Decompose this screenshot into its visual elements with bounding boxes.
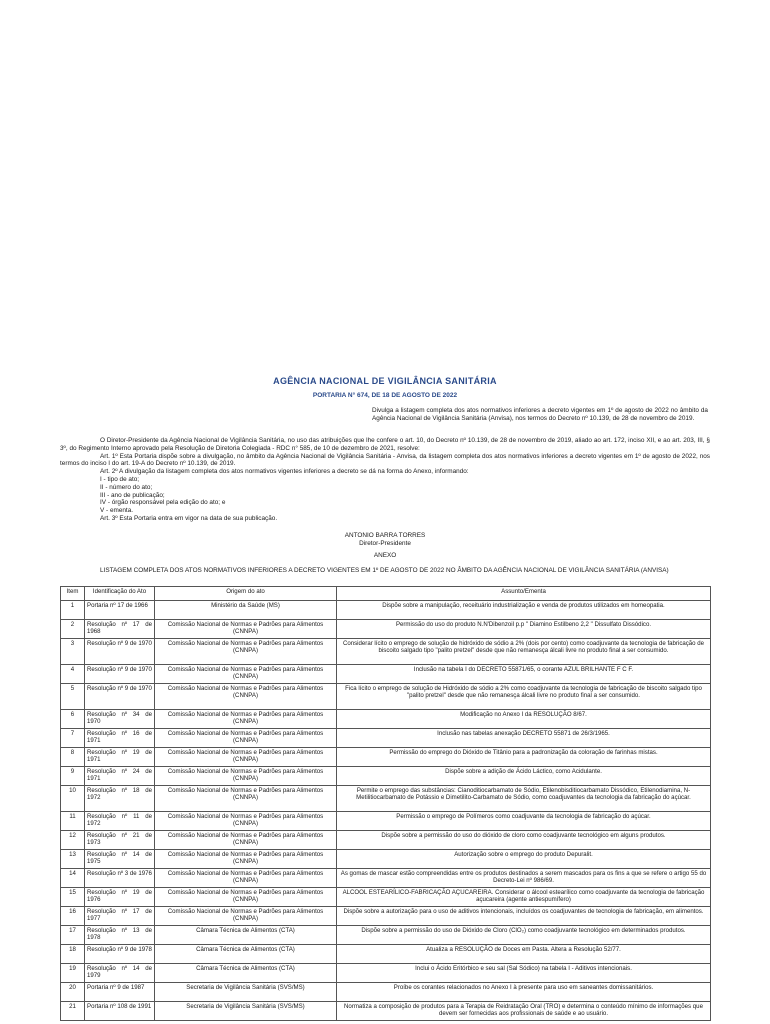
cell-item: 6	[61, 710, 85, 729]
table-row	[61, 869, 711, 888]
table-row	[61, 983, 711, 1002]
cell-origem: Comissão Nacional de Normas e Padrões para Alimentos (CNNPA)	[155, 812, 337, 831]
cell-item: 13	[61, 850, 85, 869]
cell-identificacao: Resolução nº 11 de 1972	[85, 812, 155, 831]
cell-identificacao: Resolução nº 9 de 1978	[85, 945, 155, 964]
cell-origem: Câmara Técnica de Alimentos (CTA)	[155, 945, 337, 964]
cell-item: 7	[61, 729, 85, 748]
cell-item: 4	[61, 665, 85, 684]
table-row	[61, 665, 711, 684]
cell-assunto: Dispõe sobre a permissão do uso de Dióxido de Cloro (ClO₂) como coadjuvante tecnológico em determinados produtos.	[337, 926, 711, 945]
list-item: III - ano de publicação;	[100, 491, 165, 499]
cell-origem: Comissão Nacional de Normas e Padrões para Alimentos (CNNPA)	[155, 850, 337, 869]
cell-origem: Comissão Nacional de Normas e Padrões para Alimentos (CNNPA)	[155, 831, 337, 850]
cell-assunto: Atualiza a RESOLUÇÃO de Doces em Pasta. Altera a Resolução 52/77.	[337, 945, 711, 964]
cell-assunto: Modificação no Anexo I da RESOLUÇÃO 8/67.	[337, 710, 711, 729]
article-2: Art. 2º A divulgação da listagem completa dos atos normativos vigentes inferiores a decreto se dá na forma do Anexo, informando:	[100, 468, 469, 476]
cell-assunto: Proíbe os corantes relacionados no Anexo I à presente para uso em saneantes domissanitários.	[337, 983, 711, 1002]
cell-item: 20	[61, 983, 85, 1002]
cell-item: 11	[61, 812, 85, 831]
cell-assunto: Permite o emprego das substâncias: Cianoditiocarbamato de Sódio, Etilenobisditiocarbamato Dissódico, Etilenodiamina, N-Metilitiocarbamato de Potássio e Dimetilito-Carbamato de Sódio, como coadjuvantes da tecnologia da fabricação do açúcar.	[337, 786, 711, 812]
listagem-title	[60, 567, 710, 575]
cell-assunto: Considerar lícito o emprego de solução de hidróxido de sódio a 2% (dois por cento) como coadjuvante da tecnologia de fabricação de biscoito salgado tipo "palito pretzel" desde que não remanesça álcali livre no produto final a ser consumido.	[337, 639, 711, 665]
cell-assunto: Inclusão na tabela I do DECRETO 55871/65, o corante AZUL BRILHANTE F C F.	[337, 665, 711, 684]
table-row	[61, 748, 711, 767]
table-row	[61, 767, 711, 786]
cell-item: 12	[61, 831, 85, 850]
cell-origem: Secretaria de Vigilância Sanitária (SVS/MS)	[155, 983, 337, 1002]
cell-assunto: Dispõe sobre a manipulação, receituário industrialização e venda de produtos utilizados em homeopatia.	[337, 601, 711, 620]
cell-identificacao: Resolução nº 21 de 1973	[85, 831, 155, 850]
agency-title: AGÊNCIA NACIONAL DE VIGILÂNCIA SANITÁRIA	[273, 376, 497, 386]
cell-item: 5	[61, 684, 85, 710]
table-row	[61, 786, 711, 812]
cell-identificacao: Resolução nº 19 de 1976	[85, 888, 155, 907]
list-item: IV - órgão responsável pela edição do ato; e	[100, 499, 226, 507]
cell-assunto: ALCOOL ESTEARÍLICO-FABRICAÇÃO AÇUCAREIRA. Considerar o álcool estearílico como coadjuvante da tecnologia de fabricação açucareira (agente antiespumífero)	[337, 888, 711, 907]
cell-origem: Ministério da Saúde (MS)	[155, 601, 337, 620]
cell-origem: Comissão Nacional de Normas e Padrões para Alimentos (CNNPA)	[155, 729, 337, 748]
article-3: Art. 3º Esta Portaria entra em vigor na data de sua publicação.	[100, 514, 278, 522]
cell-item: 18	[61, 945, 85, 964]
cell-origem: Comissão Nacional de Normas e Padrões para Alimentos (CNNPA)	[155, 767, 337, 786]
table-row	[61, 945, 711, 964]
table-row	[61, 639, 711, 665]
cell-identificacao: Portaria nº 17 de 1966	[85, 601, 155, 620]
cell-item: 16	[61, 907, 85, 926]
cell-identificacao: Resolução nº 17 de 1968	[85, 620, 155, 639]
cell-item: 9	[61, 767, 85, 786]
table-body	[61, 601, 711, 1021]
cell-item: 2	[61, 620, 85, 639]
table-row	[61, 729, 711, 748]
cell-origem: Comissão Nacional de Normas e Padrões para Alimentos (CNNPA)	[155, 710, 337, 729]
header-origem: Origem do ato	[155, 587, 337, 601]
table-row	[61, 850, 711, 869]
cell-assunto: Dispõe sobre a autorização para o uso de aditivos intencionais, incluídos os coadjuvantes de tecnologia de fabricação, em alimentos.	[337, 907, 711, 926]
header-assunto: Assunto/Ementa	[337, 587, 711, 601]
cell-identificacao: Resolução nº 14 de 1979	[85, 964, 155, 983]
table-row	[61, 888, 711, 907]
cell-origem: Câmara Técnica de Alimentos (CTA)	[155, 964, 337, 983]
cell-origem: Comissão Nacional de Normas e Padrões para Alimentos (CNNPA)	[155, 888, 337, 907]
cell-identificacao: Resolução nº 9 de 1970	[85, 684, 155, 710]
table-row	[61, 1002, 711, 1021]
portaria-body	[60, 437, 710, 523]
cell-item: 8	[61, 748, 85, 767]
cell-origem: Comissão Nacional de Normas e Padrões para Alimentos (CNNPA)	[155, 639, 337, 665]
cell-origem: Comissão Nacional de Normas e Padrões para Alimentos (CNNPA)	[155, 869, 337, 888]
cell-item: 1	[61, 601, 85, 620]
list-item: I - tipo de ato;	[100, 475, 140, 483]
table-row	[61, 684, 711, 710]
cell-item: 21	[61, 1002, 85, 1021]
cell-origem: Secretaria de Vigilância Sanitária (SVS/MS)	[155, 1002, 337, 1021]
cell-identificacao: Resolução nº 14 de 1975	[85, 850, 155, 869]
cell-item: 15	[61, 888, 85, 907]
signature-block	[0, 532, 770, 547]
cell-origem: Comissão Nacional de Normas e Padrões para Alimentos (CNNPA)	[155, 748, 337, 767]
table-row	[61, 907, 711, 926]
cell-identificacao: Resolução nº 19 de 1971	[85, 748, 155, 767]
cell-identificacao: Portaria nº 9 de 1987	[85, 983, 155, 1002]
preamble-paragraph: O Diretor-Presidente da Agência Nacional de Vigilância Sanitária, no uso das atribuições que lhe confere o art. 10, do Decreto nº 10.139, de 28 de novembro de 2019, aliado ao art. 172, inciso XII, e ao art. 203, III, § 3º, do Regimento Interno aprovado pela Resolução de Diretoria Colegiada - RDC n° 585, de 10 de dezembro de 2021, resolve:	[60, 437, 710, 452]
signatory-role: Diretor-Presidente	[359, 539, 411, 547]
table-row	[61, 620, 711, 639]
list-item: V - ementa.	[100, 507, 134, 515]
header-identificacao: Identificação do Ato	[85, 587, 155, 601]
portaria-title: PORTARIA N° 674, DE 18 DE AGOSTO DE 2022	[312, 392, 458, 399]
cell-identificacao: Resolução nº 24 de 1971	[85, 767, 155, 786]
ementa-text: Divulga a listagem completa dos atos normativos inferiores a decreto vigentes em 1º de agosto de 2022 no âmbito da Agência Nacional de Vigilância Sanitária (Anvisa), nos termos do Decreto nº 10.139, de 28 de novembro de 2019.	[372, 407, 708, 423]
cell-origem: Comissão Nacional de Normas e Padrões para Alimentos (CNNPA)	[155, 620, 337, 639]
cell-assunto: Normatiza a composição de produtos para a Terapia de Reidratação Oral (TRO) e determina o conteúdo mínimo de informações que devem ser fornecidas aos profissionais de saúde e ao usuário.	[337, 1002, 711, 1021]
cell-assunto: Inclusão nas tabelas anexação DECRETO 55871 de 26/3/1965.	[337, 729, 711, 748]
cell-identificacao: Resolução nº 3 de 1976	[85, 869, 155, 888]
table-row	[61, 812, 711, 831]
table-row	[61, 926, 711, 945]
cell-identificacao: Portaria nº 108 de 1991	[85, 1002, 155, 1021]
cell-item: 14	[61, 869, 85, 888]
cell-origem: Comissão Nacional de Normas e Padrões para Alimentos (CNNPA)	[155, 684, 337, 710]
cell-assunto: Permissão o emprego de Polímeros como coadjuvante da tecnologia de fabricação do açúcar.	[337, 812, 711, 831]
cell-assunto: Fica lícito o emprego de solução de Hidróxido de sódio a 2% como coadjuvante da tecnologia de fabricação de biscoito salgado tipo "palito pretzel" desde que não remanesça álcali livre no produto final a ser consumido.	[337, 684, 711, 710]
cell-assunto: Dispõe sobre a permissão do uso do dióxido de cloro como coadjuvante tecnológico em alguns produtos.	[337, 831, 711, 850]
table-row	[61, 710, 711, 729]
anexo-title: ANEXO	[373, 552, 397, 559]
cell-item: 10	[61, 786, 85, 812]
cell-origem: Comissão Nacional de Normas e Padrões para Alimentos (CNNPA)	[155, 786, 337, 812]
cell-item: 17	[61, 926, 85, 945]
cell-origem: Câmara Técnica de Alimentos (CTA)	[155, 926, 337, 945]
cell-identificacao: Resolução nº 34 de 1970	[85, 710, 155, 729]
table-row	[61, 601, 711, 620]
cell-item: 3	[61, 639, 85, 665]
cell-identificacao: Resolução nº 17 de 1977	[85, 907, 155, 926]
table-row	[61, 964, 711, 983]
cell-assunto: Permissão do uso do produto N.N'Dibenzoil p.p " Diamino Estilbeno 2,2 " Dissulfato Dissódico.	[337, 620, 711, 639]
cell-origem: Comissão Nacional de Normas e Padrões para Alimentos (CNNPA)	[155, 907, 337, 926]
cell-item: 19	[61, 964, 85, 983]
listagem-text: LISTAGEM COMPLETA DOS ATOS NORMATIVOS INFERIORES A DECRETO VIGENTES EM 1º DE AGOSTO DE 2022 NO ÂMBITO DA AGÊNCIA NACIONAL DE VIGILÂNCIA SANITÁRIA (ANVISA)	[100, 567, 669, 574]
table-header-row	[61, 587, 711, 601]
cell-identificacao: Resolução nº 18 de 1972	[85, 786, 155, 812]
cell-identificacao: Resolução nº 9 de 1970	[85, 639, 155, 665]
list-item: II - número do ato;	[100, 483, 153, 491]
cell-assunto: Dispõe sobre a adição de Ácido Láctico, como Acidulante.	[337, 767, 711, 786]
cell-assunto: As gomas de mascar estão compreendidas entre os produtos destinados a serem mascados para os fins a que se refere o artigo 55 do Decreto-Lei nº 986/69.	[337, 869, 711, 888]
cell-origem: Comissão Nacional de Normas e Padrões para Alimentos (CNNPA)	[155, 665, 337, 684]
atos-table	[60, 586, 711, 1021]
cell-assunto: Inclui o Ácido Eritórbico e seu sal (Sal Sódico) na tabela I - Aditivos intencionais.	[337, 964, 711, 983]
header-item: Item	[61, 587, 85, 601]
cell-identificacao: Resolução nº 9 de 1970	[85, 665, 155, 684]
cell-assunto: Autorização sobre o emprego do produto Depuralit.	[337, 850, 711, 869]
cell-identificacao: Resolução nº 13 de 1978	[85, 926, 155, 945]
cell-identificacao: Resolução nº 16 de 1971	[85, 729, 155, 748]
signatory-name: ANTONIO BARRA TORRES	[344, 532, 426, 539]
article-1: Art. 1º Esta Portaria dispõe sobre a divulgação, no âmbito da Agência Nacional de Vigilância Sanitária - Anvisa, da listagem completa dos atos normativos inferiores a decreto vigentes em 1º de agosto de 2022, nos termos do inciso I do art. 19-A do Decreto nº 10.139, de 2019.	[60, 452, 710, 468]
cell-assunto: Permissão do emprego do Dióxido de Titânio para a padronização da coloração de farinhas mistas.	[337, 748, 711, 767]
table-row	[61, 831, 711, 850]
